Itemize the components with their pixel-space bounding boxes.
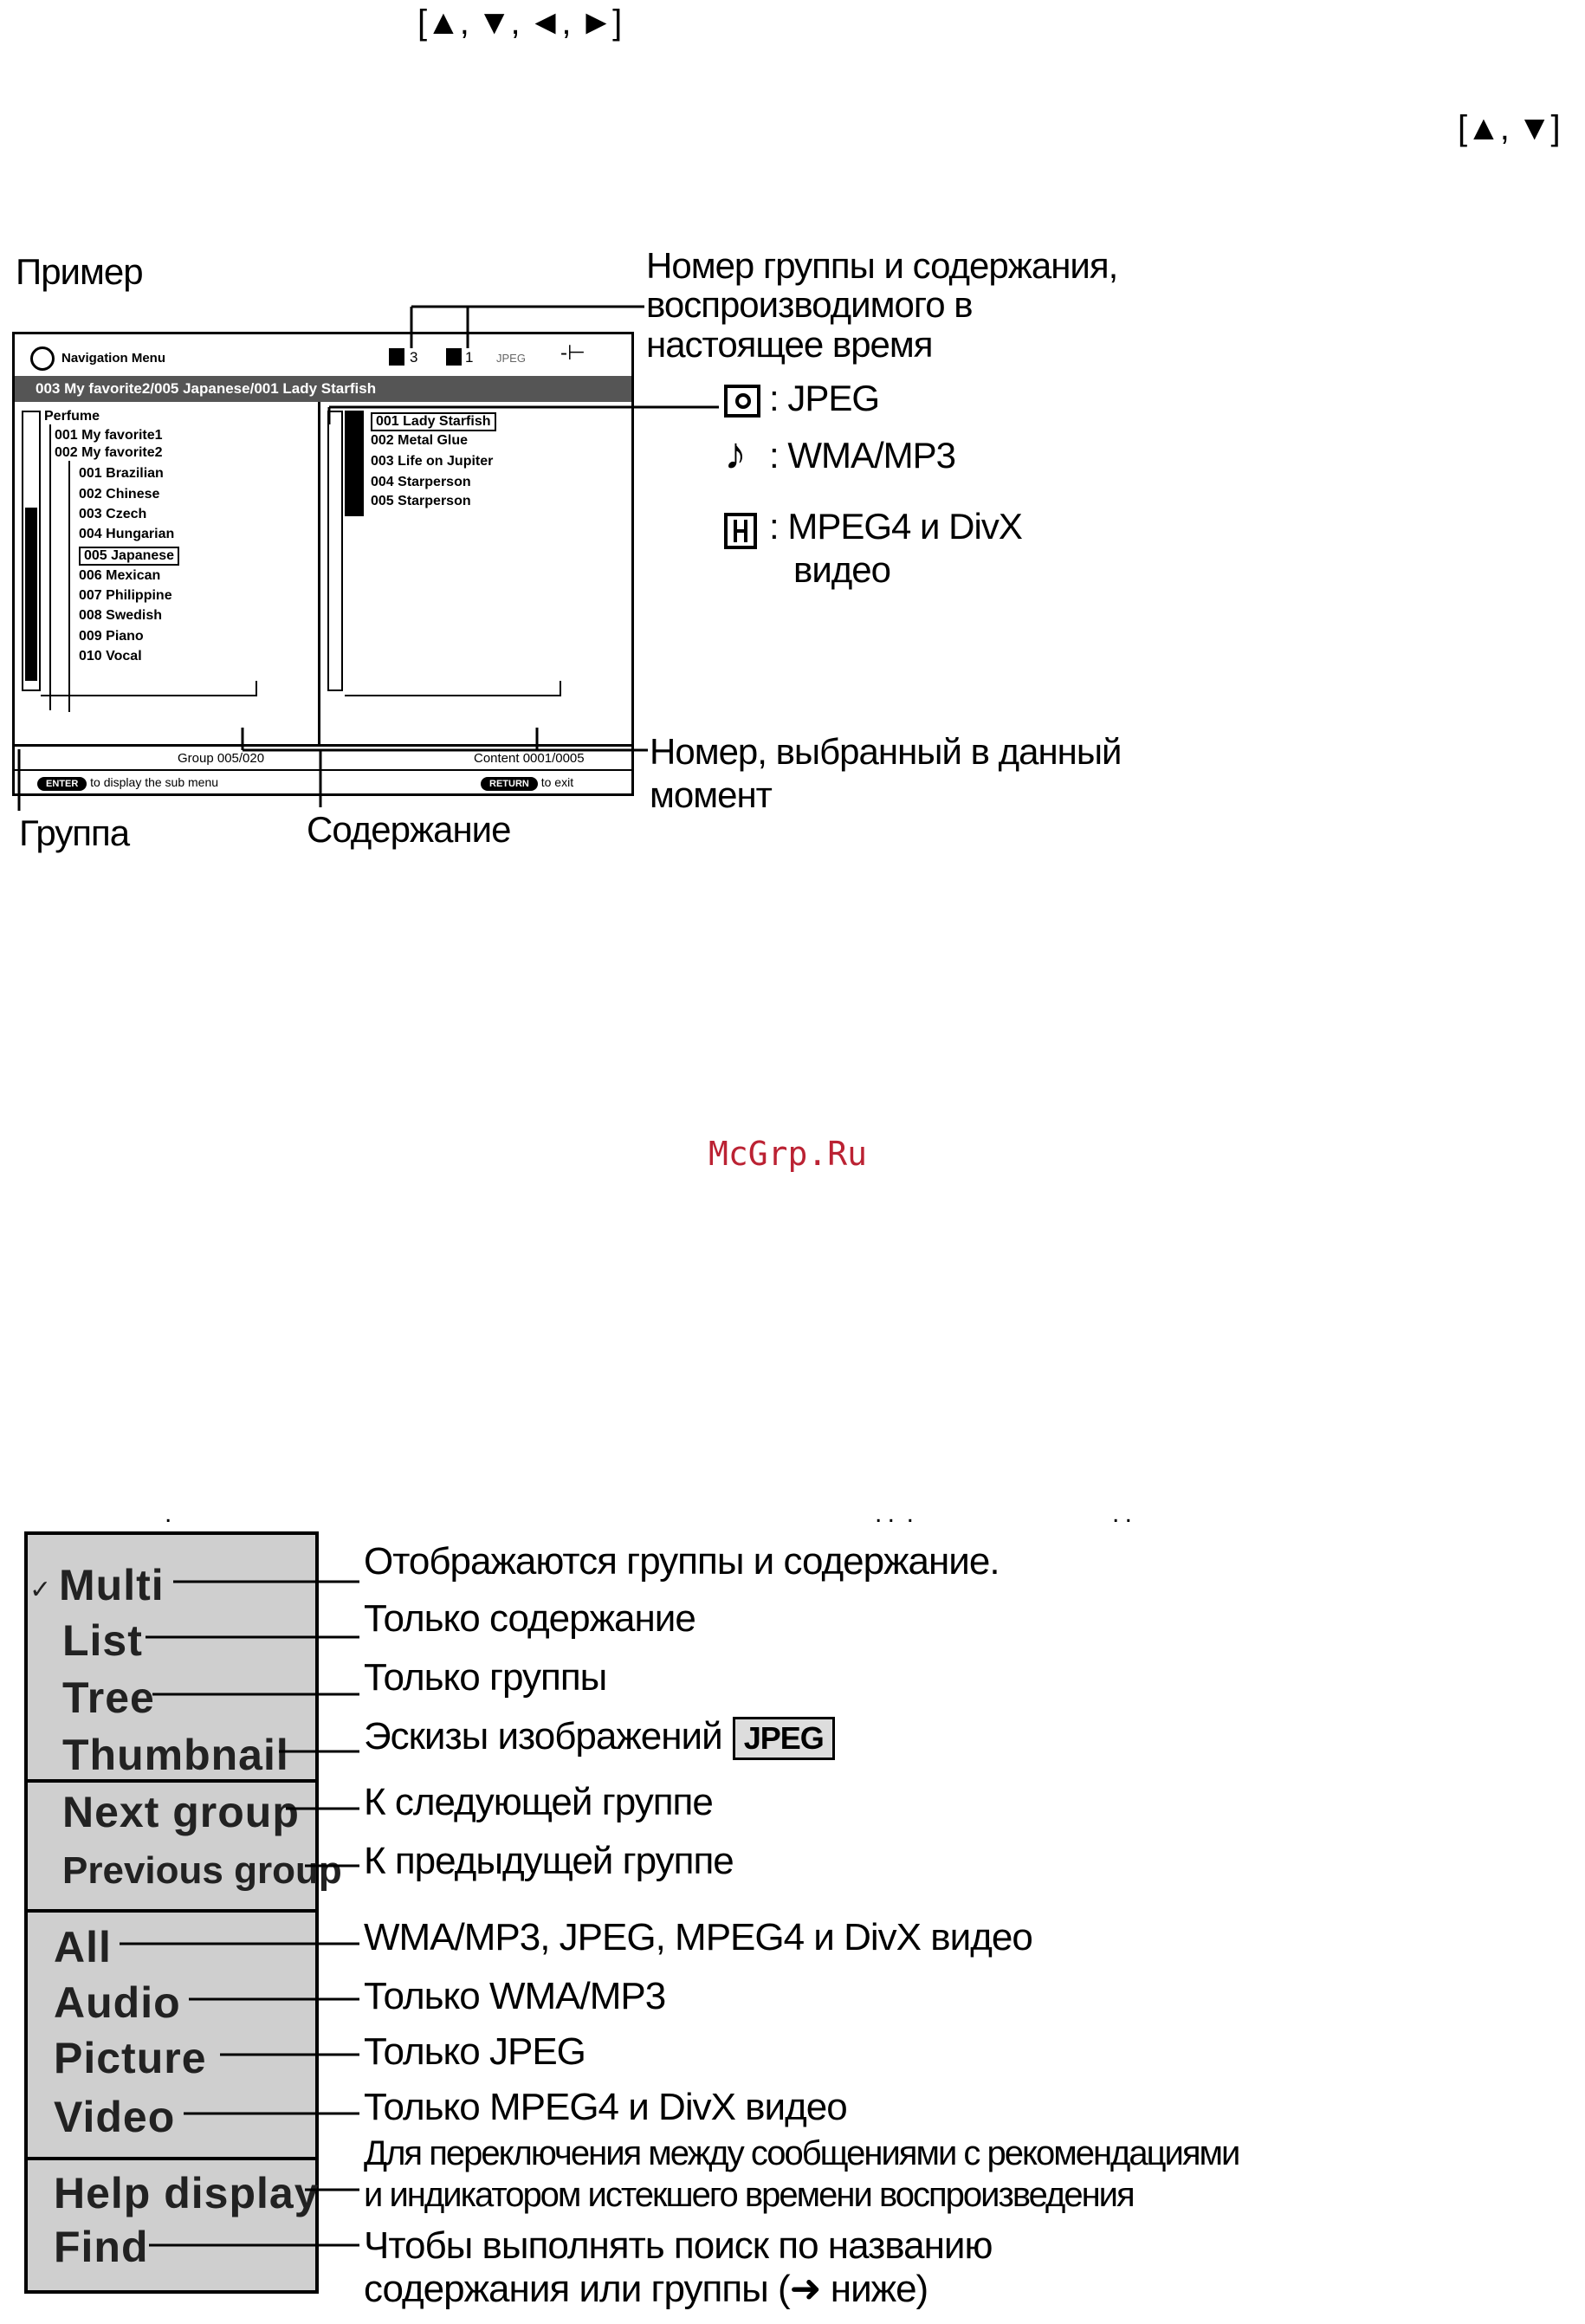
desc-help-line1: Для переключения между сообщениями с рекомендациями — [364, 2134, 1239, 2172]
desc-list: Только содержание — [364, 1597, 695, 1640]
disc-icon — [30, 346, 55, 371]
tree-item[interactable]: 006 Mexican — [79, 568, 161, 583]
group-pane — [15, 402, 320, 744]
callout-current-line3: настоящее время — [646, 324, 933, 365]
menu-item-help-display[interactable]: Help display — [54, 2169, 320, 2217]
time-indicator: -⊢ — [560, 341, 585, 365]
desc-previous-group: К предыдущей группе — [364, 1840, 734, 1882]
desc-multi: Отображаются группы и содержание. — [364, 1540, 1000, 1583]
desc-find-line2: содержания или группы (➜ ниже) — [364, 2268, 928, 2310]
legend-mpeg-line2: видео — [793, 549, 890, 590]
menu-item-find[interactable]: Find — [54, 2223, 149, 2271]
content-item[interactable]: 005 Starperson — [371, 494, 471, 508]
content-scrollbar[interactable] — [327, 411, 343, 691]
content-pane — [320, 402, 631, 744]
group-scrollbar[interactable] — [22, 411, 41, 691]
group-icon — [389, 348, 404, 366]
menu-item-list[interactable]: List — [62, 1616, 143, 1665]
legend-wma: : WMA/MP3 — [769, 435, 956, 476]
group-count: 3 — [410, 349, 418, 366]
menu-item-audio[interactable]: Audio — [54, 1978, 181, 2027]
desc-help-line2: и индикатором истекшего времени воспроизведения — [364, 2176, 1134, 2214]
content-item[interactable]: 003 Life on Jupiter — [371, 454, 494, 469]
tree-item-selected[interactable]: 005 Japanese — [79, 547, 179, 566]
legend-mpeg-line1: : MPEG4 и DivX — [769, 506, 1022, 547]
arrow-keys-right: [▲, ▼] — [1458, 109, 1560, 147]
submenu-panel — [24, 1531, 342, 2294]
camera-icon — [724, 385, 760, 418]
video-icon — [724, 513, 757, 549]
content-label: Содержание — [307, 809, 511, 850]
content-type-icons — [345, 411, 364, 516]
hint-right — [481, 774, 573, 791]
screen-title-bar — [15, 334, 631, 379]
tree-item[interactable]: 001 Brazilian — [79, 466, 164, 481]
desc-thumbnail-text: Эскизы изображений — [364, 1715, 722, 1758]
watermark: McGrp.Ru — [708, 1135, 868, 1173]
callout-current-line1: Номер группы и содержания, — [646, 245, 1118, 286]
desc-next-group: К следующей группе — [364, 1781, 713, 1823]
tree-item[interactable]: 001 My favorite1 — [55, 428, 163, 443]
desc-all: WMA/MP3, JPEG, MPEG4 и DivX видео — [364, 1916, 1032, 1958]
tree-item[interactable]: 010 Vocal — [79, 649, 142, 664]
desc-picture: Только JPEG — [364, 2030, 585, 2073]
check-icon: ✓ — [29, 1576, 53, 1604]
navigation-menu-screen — [12, 332, 634, 796]
group-counter: Group 005/020 — [178, 751, 265, 766]
dot-marks: . . — [1112, 1499, 1132, 1528]
content-icon — [446, 348, 462, 366]
callout-current-line2: воспроизводимого в — [646, 284, 973, 325]
group-label: Группа — [19, 812, 130, 853]
menu-item-video[interactable]: Video — [54, 2093, 176, 2141]
desc-video: Только MPEG4 и DivX видео — [364, 2086, 847, 2128]
menu-item-tree[interactable]: Tree — [62, 1673, 155, 1722]
music-note-icon: ♪ — [724, 429, 746, 479]
menu-item-thumbnail[interactable]: Thumbnail — [62, 1731, 289, 1779]
desc-audio: Только WMA/MP3 — [364, 1975, 666, 2017]
tree-item[interactable]: 002 My favorite2 — [55, 445, 163, 460]
current-path: 003 My favorite2/005 Japanese/001 Lady Starfish — [15, 376, 631, 402]
content-item-selected[interactable]: 001 Lady Starfish — [371, 412, 496, 431]
menu-item-multi[interactable]: Multi — [59, 1561, 165, 1609]
menu-item-next-group[interactable]: Next group — [62, 1788, 300, 1836]
hint-left — [37, 774, 218, 791]
tree-root[interactable]: Perfume — [44, 409, 100, 424]
desc-tree: Только группы — [364, 1656, 607, 1699]
dot-marks: . — [165, 1499, 171, 1528]
tree-item[interactable]: 008 Swedish — [79, 608, 163, 623]
hint-right-text: to exit — [540, 775, 574, 789]
type-indicator: JPEG — [496, 352, 526, 365]
desc-find-line1: Чтобы выполнять поиск по названию — [364, 2224, 993, 2267]
enter-button[interactable]: ENTER — [37, 777, 87, 791]
jpeg-badge: JPEG — [733, 1717, 835, 1760]
dot-marks: . . . — [875, 1499, 914, 1528]
content-item[interactable]: 004 Starperson — [371, 475, 471, 489]
legend-jpeg: : JPEG — [769, 378, 880, 418]
tree-item[interactable]: 003 Czech — [79, 507, 147, 521]
tree-item[interactable]: 009 Piano — [79, 629, 144, 644]
tree-item[interactable]: 007 Philippine — [79, 588, 172, 603]
callout-selected-line2: момент — [650, 774, 772, 815]
menu-item-all[interactable]: All — [54, 1923, 112, 1971]
callout-selected-line1: Номер, выбранный в данный — [650, 731, 1122, 772]
return-button[interactable]: RETURN — [481, 777, 538, 791]
desc-thumbnail — [364, 1715, 835, 1760]
hint-left-text: to display the sub menu — [90, 775, 219, 789]
content-item[interactable]: 002 Metal Glue — [371, 433, 469, 448]
group-scrollbar-thumb[interactable] — [25, 508, 37, 681]
content-count: 1 — [465, 349, 474, 366]
menu-item-picture[interactable]: Picture — [54, 2034, 207, 2082]
arrow-keys-left: [▲, ▼, ◄, ►] — [417, 3, 622, 42]
example-label: Пример — [16, 251, 143, 292]
tree-item[interactable]: 002 Chinese — [79, 487, 160, 502]
content-counter: Content 0001/0005 — [474, 751, 585, 766]
tree-item[interactable]: 004 Hungarian — [79, 527, 175, 541]
menu-item-previous-group[interactable]: Previous group — [62, 1849, 342, 1892]
screen-title: Navigation Menu — [61, 351, 166, 366]
